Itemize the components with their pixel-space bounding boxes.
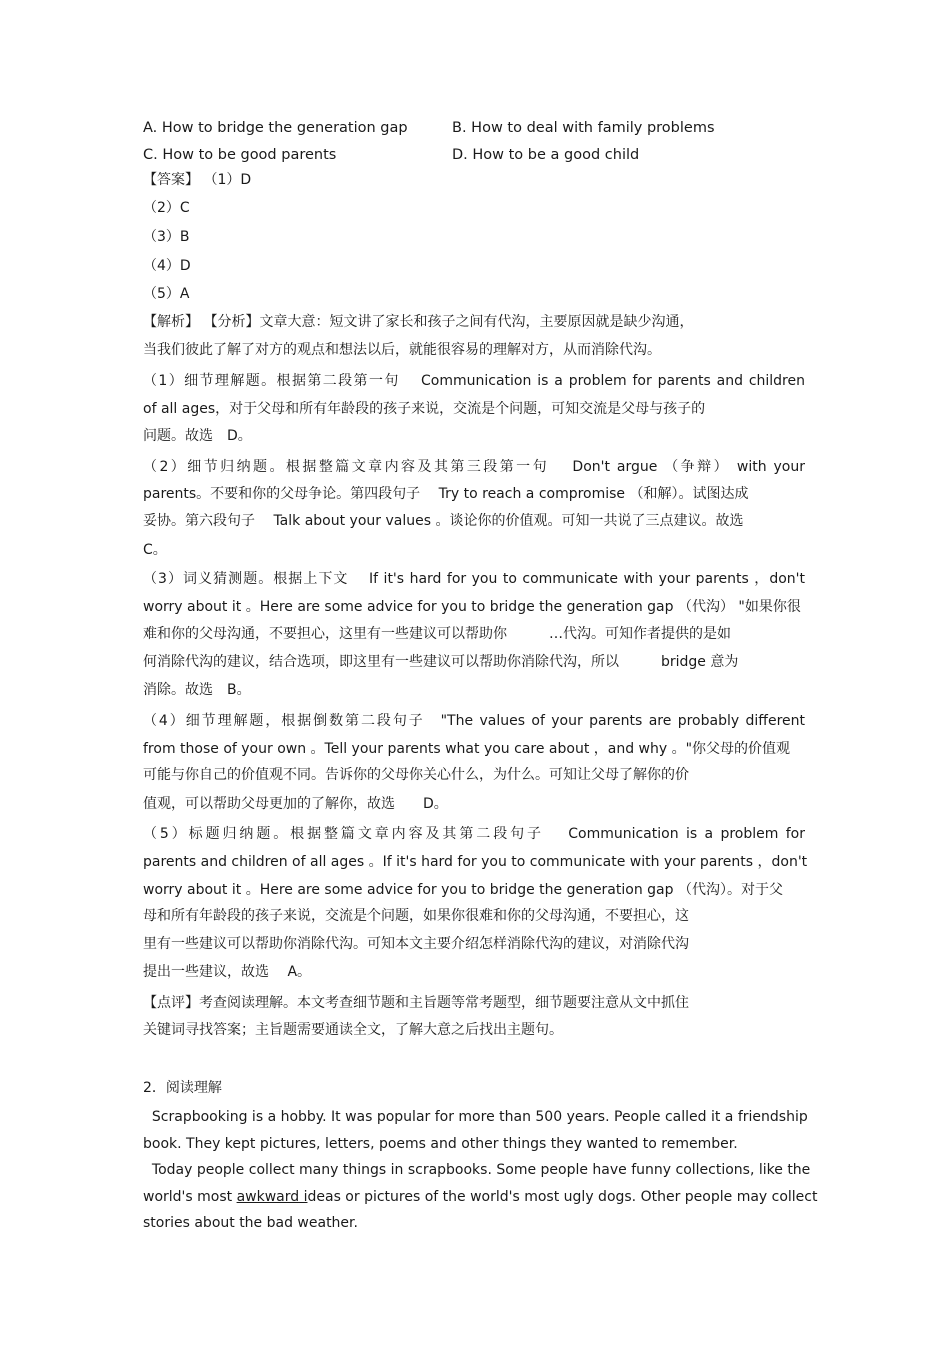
passage-paragraph: Today people collect many things in scrapbooks. Some people have funny collections, like the — [143, 1162, 811, 1178]
analysis-q3: 难和你的父母沟通，不要担心，这里有一些建议可以帮助你 …代沟。可知作者提供的是如 — [143, 626, 731, 642]
analysis-q4: 值观，可以帮助父母更加的了解你，故选 D。 — [143, 796, 448, 812]
analysis-q2: C。 — [143, 542, 167, 558]
analysis-q5: （5）标题归纳题。根据整篇文章内容及其第二段句子 Communication is a problem for — [143, 826, 805, 842]
section-heading: 2．阅读理解 — [143, 1080, 222, 1096]
analysis-q5: 母和所有年龄段的孩子来说，交流是个问题，如果你很难和你的父母沟通，不要担心，这 — [143, 908, 689, 924]
analysis-summary: 【解析】 【分析】文章大意：短文讲了家长和孩子之间有代沟，主要原因就是缺少沟通， — [143, 314, 694, 330]
passage-text: deas or pictures of the world's most ugly dogs. Other people may collect — [307, 1189, 818, 1205]
option-d: D. How to be a good child — [452, 147, 640, 163]
analysis-q5: 里有一些建议可以帮助你消除代沟。可知本文主要介绍怎样消除代沟的建议，对消除代沟 — [143, 936, 689, 952]
analysis-q3: 消除。故选 B。 — [143, 682, 251, 698]
underlined-word: awkward i — [236, 1189, 308, 1205]
passage-text: world's most — [143, 1189, 237, 1205]
option-b: B. How to deal with family problems — [452, 120, 715, 136]
option-c: C. How to be good parents — [143, 147, 337, 163]
analysis-q3: 何消除代沟的建议，结合选项，即这里有一些建议可以帮助你消除代沟，所以 bridge 意为 — [143, 654, 739, 670]
passage-paragraph: stories about the bad weather. — [143, 1215, 358, 1231]
answer-3: （3）B — [143, 229, 190, 245]
analysis-q4: （4）细节理解题，根据倒数第二段句子 "The values of your parents are probably different — [143, 713, 805, 729]
passage-paragraph — [143, 1188, 818, 1206]
passage-paragraph: Scrapbooking is a hobby. It was popular for more than 500 years. People called it a friendship — [143, 1109, 808, 1125]
analysis-summary: 当我们彼此了解了对方的观点和想法以后，就能很容易的理解对方，从而消除代沟。 — [143, 342, 661, 358]
analysis-q1: 问题。故选 D。 — [143, 428, 252, 444]
answer-label: 【答案】 （1）D — [143, 172, 252, 188]
passage-paragraph: book. They kept pictures, letters, poems and other things they wanted to remember. — [143, 1136, 738, 1152]
analysis-q2: 妥协。第六段句子 Talk about your values 。谈论你的价值观。可知一共说了三点建议。故选 — [143, 513, 744, 529]
comment: 关键词寻找答案；主旨题需要通读全文，了解大意之后找出主题句。 — [143, 1022, 563, 1038]
option-a: A. How to bridge the generation gap — [143, 120, 408, 136]
analysis-q3: worry about it 。Here are some advice for you to bridge the generation gap （代沟） "如果你很 — [143, 599, 801, 615]
analysis-q2: （2）细节归纳题。根据整篇文章内容及其第三段第一句 Don't argue （争辩） with your — [143, 459, 805, 475]
analysis-q4: from those of your own 。Tell your parents what you care about ，and why 。"你父母的价值观 — [143, 741, 791, 757]
answer-5: （5）A — [143, 286, 190, 302]
answer-2: （2）C — [143, 200, 190, 216]
analysis-q1: （1）细节理解题。根据第二段第一句 Communication is a problem for parents and children — [143, 373, 805, 389]
analysis-q2: parents。不要和你的父母争论。第四段句子 Try to reach a compromise （和解）。试图达成 — [143, 486, 749, 502]
analysis-q5: worry about it 。Here are some advice for you to bridge the generation gap （代沟）。对于父 — [143, 882, 783, 898]
analysis-q5: 提出一些建议，故选 A。 — [143, 964, 312, 980]
comment: 【点评】考查阅读理解。本文考查细节题和主旨题等常考题型，细节题要注意从文中抓住 — [143, 995, 689, 1011]
analysis-q3: （3）词义猜测题。根据上下文 If it's hard for you to communicate with your parents ，don't — [143, 571, 805, 587]
answer-4: （4）D — [143, 258, 191, 274]
analysis-q1: of all ages，对于父母和所有年龄段的孩子来说，交流是个问题，可知交流是父母与孩子的 — [143, 401, 706, 417]
analysis-q5: parents and children of all ages 。If it's hard for you to communicate with your parents ，don't — [143, 854, 808, 870]
analysis-q4: 可能与你自己的价值观不同。告诉你的父母你关心什么，为什么。可知让父母了解你的价 — [143, 767, 689, 783]
